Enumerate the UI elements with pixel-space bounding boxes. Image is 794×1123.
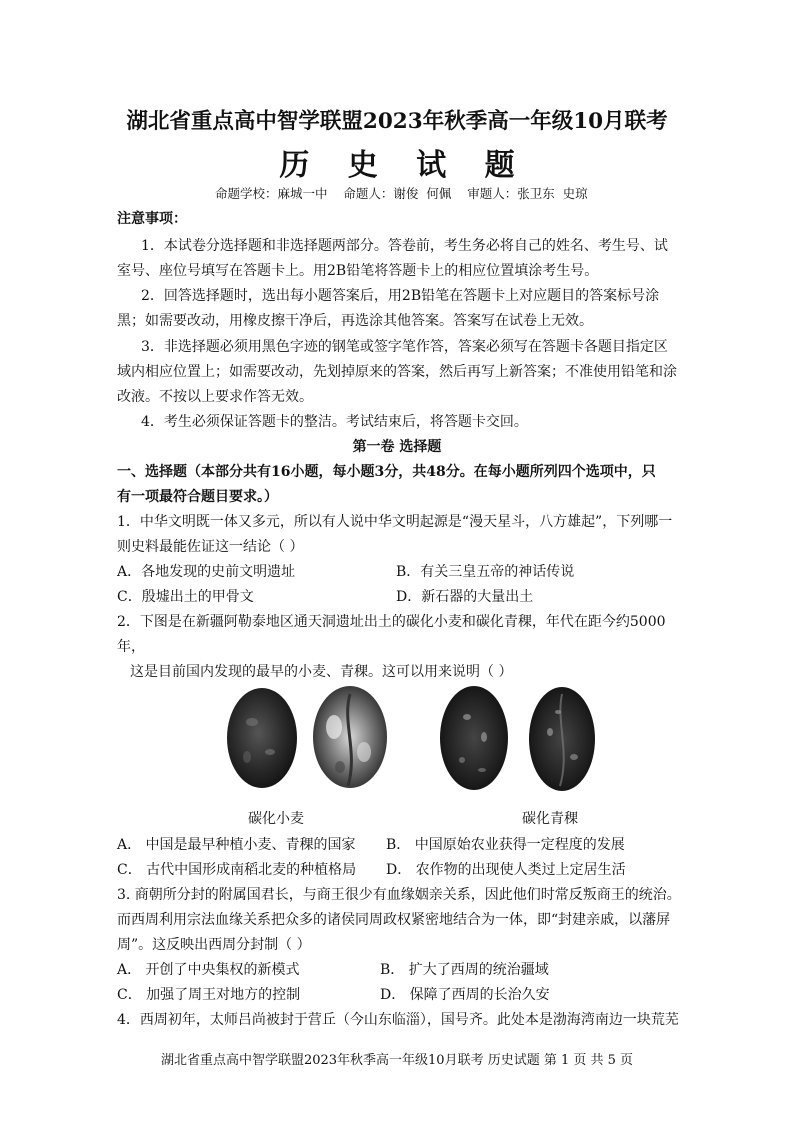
- caption-wheat: 碳化小麦: [248, 811, 304, 827]
- page-footer: 湖北省重点高中智学联盟2023年秋季高一年级10月联考 历史试题 第 1 页 共 5 页: [160, 1053, 634, 1068]
- question-1-option-c: C．殷墟出土的甲骨文: [117, 589, 254, 605]
- notice-line: 域内相应位置上；如需要改动，先划掉原来的答案，然后再写上新答案；不准使用铅笔和涂: [117, 364, 677, 380]
- question-2-option-d: D． 农作物的出现使人类过上定居生活: [386, 862, 626, 878]
- carbonized-wheat-image: [222, 682, 397, 794]
- section-instruction: 一、选择题（本部分共有16小题，每小题3分，共48分。在每小题所列四个选项中，只: [117, 464, 656, 480]
- question-3-stem: 而西周利用宗法血缘关系把众多的诸侯同周政权紧密地结合为一体，即“封建亲戚，以藩屏: [117, 912, 671, 928]
- question-3-option-c: C． 加强了周王对地方的控制: [117, 987, 301, 1003]
- section-instruction: 有一项最符合题目要求。）: [117, 489, 278, 505]
- question-3-option-a: A． 开创了中央集权的新模式: [117, 962, 300, 978]
- section-title: 第一卷 选择题: [352, 439, 442, 455]
- question-2-option-c: C． 古代中国形成南稻北麦的种植格局: [117, 862, 357, 878]
- notice-line: 室号、座位号填写在答题卡上。用2B铅笔将答题卡上的相应位置填涂考生号。: [117, 263, 599, 279]
- question-3-stem: 周”。这反映出西周分封制（ ）: [117, 937, 311, 953]
- notice-line: 黑；如需要改动，用橡皮擦干净后，再选涂其他答案。答案写在试卷上无效。: [117, 313, 593, 329]
- carbonized-barley-image: [432, 682, 607, 794]
- notice-line: 3．非选择题必须用黑色字迹的钢笔或签字笔作答，答案必须写在答题卡各题目指定区: [141, 339, 668, 355]
- question-1-option-a: A．各地发现的史前文明遗址: [117, 564, 296, 580]
- question-2-option-a: A． 中国是最早种植小麦、青稞的国家: [117, 837, 356, 853]
- question-3-option-d: D． 保障了西周的长治久安: [380, 987, 550, 1003]
- question-2-stem: 这是目前国内发现的最早的小麦、青稞。这可以用来说明（ ）: [130, 664, 513, 680]
- authors-line: 命题学校：麻城一中 命题人：谢俊 何佩 审题人：张卫东 史琼: [215, 186, 588, 201]
- question-3-option-b: B． 扩大了西周的统治疆域: [380, 962, 549, 978]
- question-3-stem: 3. 商朝所分封的附属国君长，与商王很少有血缘姻亲关系，因此他们时常反叛商王的统治。: [117, 887, 681, 903]
- question-1-option-d: D．新石器的大量出土: [396, 589, 534, 605]
- question-2-stem: 年，: [117, 639, 145, 655]
- subject-title: 历 史 试 题: [279, 148, 529, 183]
- notice-line: 改液。不按以上要求作答无效。: [117, 389, 313, 405]
- exam-title: 湖北省重点高中智学联盟2023年秋季高一年级10月联考: [126, 109, 668, 134]
- question-2-option-b: B． 中国原始农业获得一定程度的发展: [386, 837, 625, 853]
- notice-line: 4．考生必须保证答题卡的整洁。考试结束后，将答题卡交回。: [141, 414, 528, 430]
- notice-line: 2．回答选择题时，选出每小题答案后，用2B铅笔在答题卡上对应题目的答案标号涂: [141, 288, 660, 304]
- question-4-stem: 4．西周初年，太师吕尚被封于营丘（今山东临淄），国号齐。此处本是渤海湾南边一块荒芜: [117, 1012, 679, 1028]
- notice-line: 1．本试卷分选择题和非选择题两部分。答卷前，考生务必将自己的姓名、考生号、试: [141, 238, 668, 254]
- caption-barley: 碳化青稞: [522, 811, 578, 827]
- notice-heading: 注意事项：: [117, 211, 187, 227]
- question-2-stem: 2．下图是在新疆阿勒泰地区通天洞遗址出土的碳化小麦和碳化青稞，年代在距今约5000: [117, 614, 666, 630]
- question-1-stem: 1．中华文明既一体又多元，所以有人说中华文明起源是“漫天星斗，八方雄起”，下列哪一: [117, 514, 673, 530]
- question-1-stem: 则史料最能佐证这一结论（ ）: [117, 539, 304, 555]
- question-1-option-b: B．有关三皇五帝的神话传说: [396, 564, 575, 580]
